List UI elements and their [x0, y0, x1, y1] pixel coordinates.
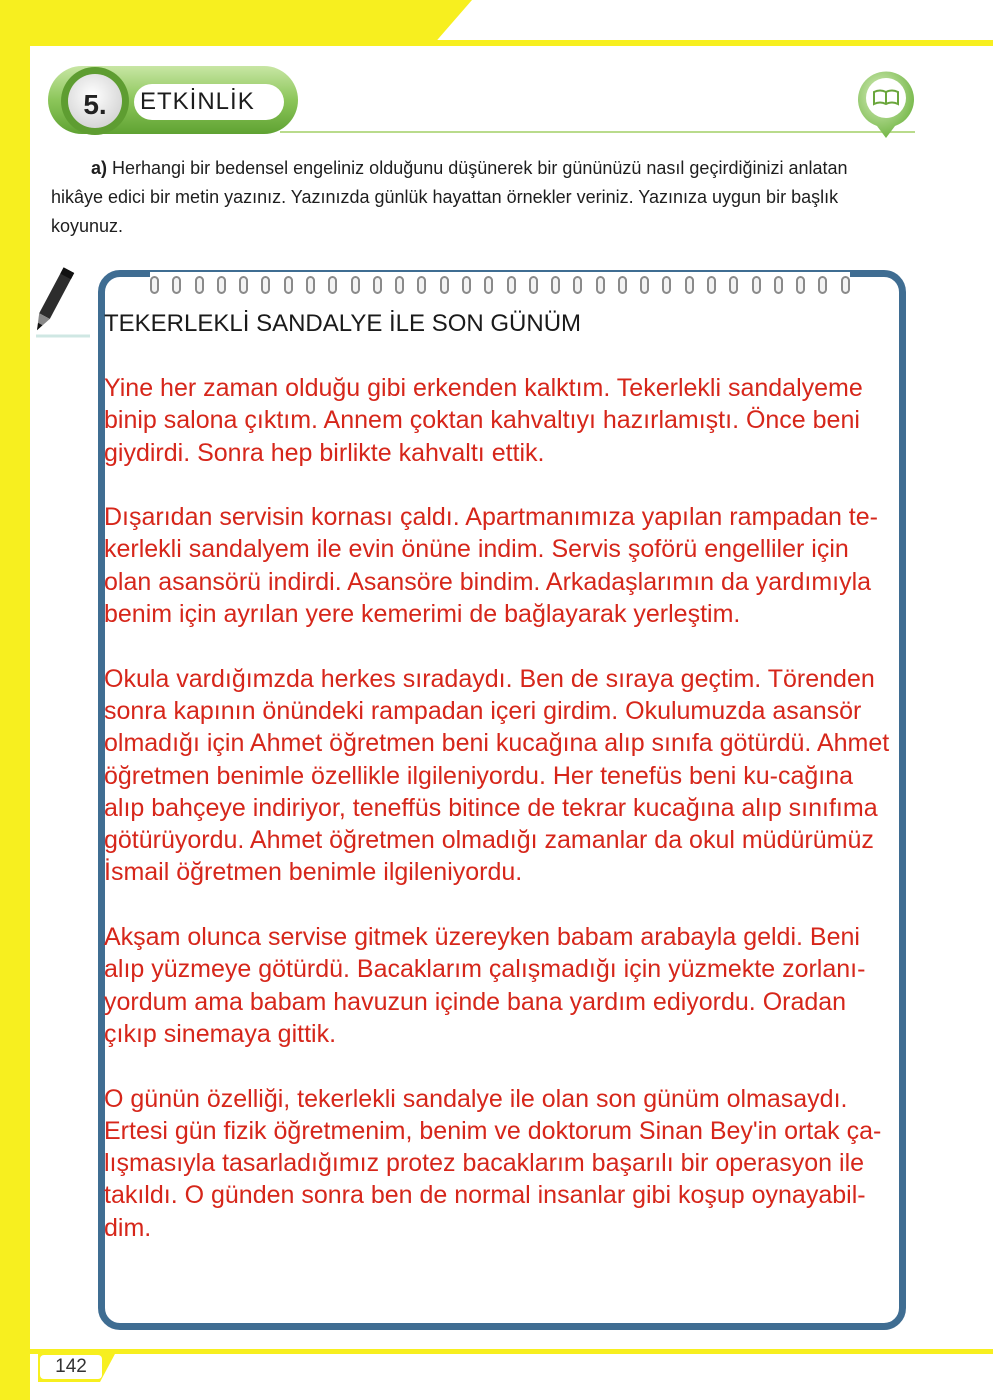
story-paragraph: Okula vardığımzda herkes sıradaydı. Ben de sıraya geçtim. Törenden sonra kapının önündeki rampadan içeri girdim. Okulumuzda asansör olmadığı için Ahmet öğretmen beni kucağına alıp sınıfa götürdü. Ahmet öğretmen benimle özellikle ilgileniyordu. Her tenefüs beni ku-cağına alıp bahçeye indiriyor, teneffüs bitince de tekrar kucağına alıp sınıfıma götürüyordu. Ahmet öğretmen olmadığı zamanlar da okul müdürümüz İsmail öğretmen benimle ilgileniyordu. [104, 664, 890, 887]
instruction-line-3: koyunuz. [51, 216, 124, 236]
instruction-line-1: Herhangi bir bedensel engeliniz olduğunu düşünerek bir gününüzü nasıl geçirdiğinizi anlatan [107, 158, 848, 178]
page-frame-bottom [0, 1349, 993, 1354]
activity-instructions [51, 154, 927, 241]
instruction-line-2: hikâye edici bir metin yazınız. Yazınızda günlük hayattan örnekler veriniz. Yazınıza uygun bir başlık [51, 187, 839, 207]
activity-title: ETKİNLİK [140, 88, 255, 115]
story-paragraph: Akşam olunca servise gitmek üzereyken babam arabayla geldi. Beni alıp yüzmeye götürdü. Bacaklarım çalışmadığı için yüzmekte zorlanı-yordum ama babam havuzun içinde bana yardım ediyordu. Oradan çıkıp sinemaya gittik. [104, 923, 866, 1048]
story-title: TEKERLEKLİ SANDALYE İLE SON GÜNÜM [104, 310, 582, 337]
question-label: a) [91, 158, 108, 178]
story-paragraph: Yine her zaman olduğu gibi erkenden kalktım. Tekerlekli sandalyeme binip salona çıktım. Annem çoktan kahvaltıyı hazırlamıştı. Önce beni giydirdi. Sonra hep birlikte kahvaltı ettik. [104, 374, 863, 467]
story-body [104, 372, 900, 1276]
notebook-spiral [150, 272, 850, 298]
story-paragraph: Dışarıdan servisin kornası çaldı. Apartmanımıza yapılan rampadan te-kerlekli sandalyem ile evin önüne indim. Servis şoförü engelliler için olan asansörü indirdi. Asansöre bindim. Arkadaşlarımın da yardımıyla benim için ayrılan yere kemerimi de bağlayarak yerleştim. [104, 503, 878, 629]
page-number: 142 [55, 1356, 87, 1377]
story-paragraph: O günün özelliği, tekerlekli sandalye ile olan son günüm olmasaydı. Ertesi gün fizik öğretmenim, benim ve doktorum Sinan Bey'in ortak ça-lışmasıyla tasarladığımız protez bacaklarım başarılı bir operasyon ile takıldı. O günden sonra ben de normal insanlar gibi koşup oynayabil-dim. [104, 1084, 882, 1242]
open-book-icon [850, 68, 922, 140]
page-frame-left [0, 0, 30, 1400]
activity-number: 5. [83, 89, 107, 120]
page-frame-top [0, 0, 993, 46]
header-rule [280, 131, 915, 133]
